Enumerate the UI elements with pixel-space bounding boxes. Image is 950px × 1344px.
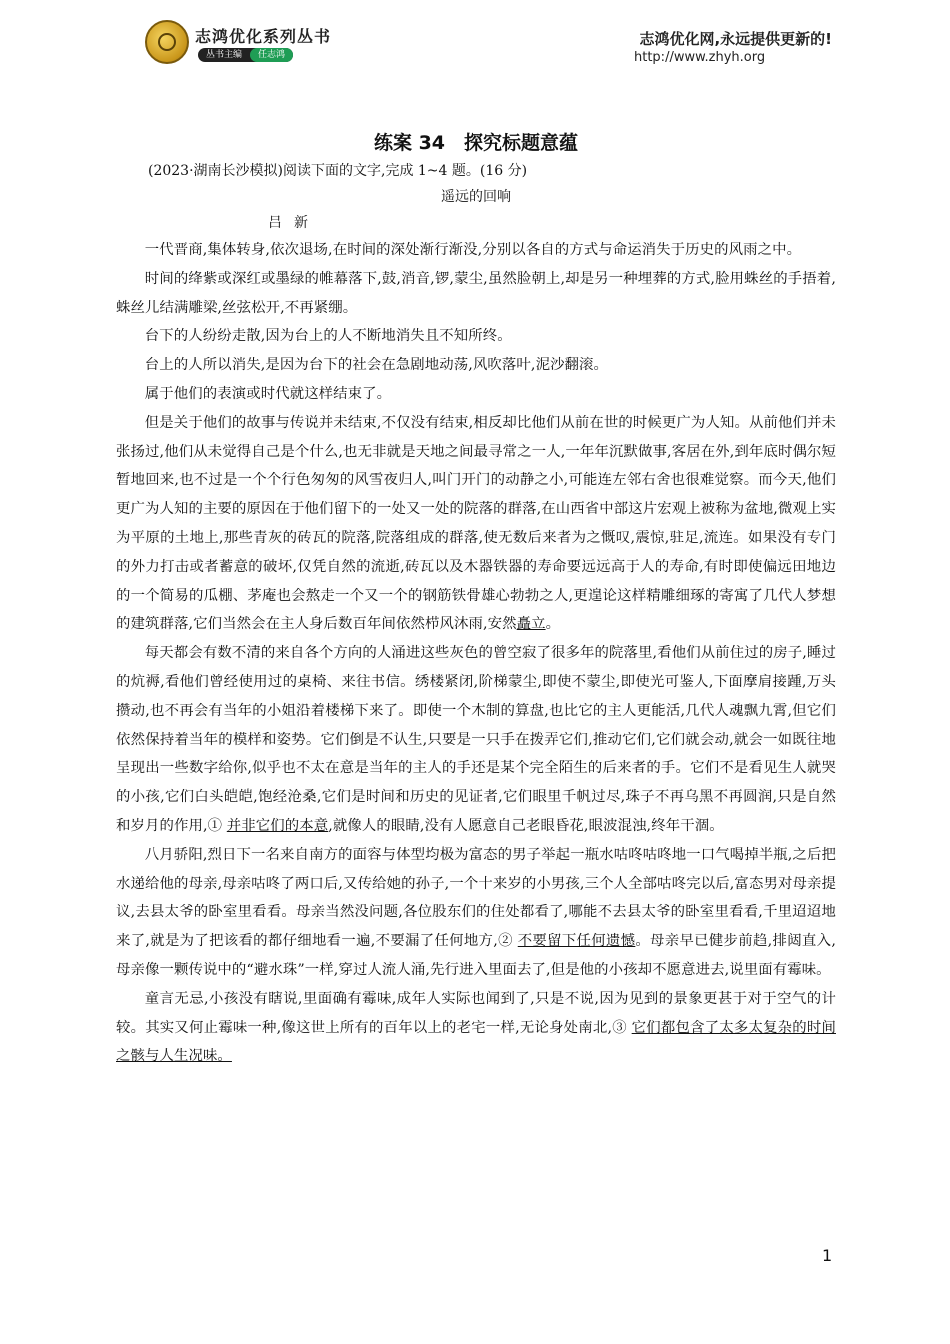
paragraph: 台上的人所以消失,是因为台下的社会在急剧地动荡,风吹落叶,泥沙翻滚。 — [144, 357, 609, 374]
paragraph: 时间的绛紫或深红或墨绿的帷幕落下,鼓,消音,锣,蒙尘,虽然脸朝上,却是另一种埋葬的方式,脸用蛛丝的手捂着,蛛丝儿结满雕梁,丝弦松开,不再紧绷。 — [116, 270, 836, 316]
page-title: 练案 34 探究标题意蕴 — [373, 132, 579, 154]
publisher-logo-icon — [145, 20, 189, 64]
article-author: 吕新 — [268, 215, 320, 231]
paragraph: 一代晋商,集体转身,依次退场,在时间的深处渐行渐没,分别以各自的方式与命运消失于历史的风雨之中。 — [144, 242, 802, 258]
header-url[interactable]: http://www.zhyh.org — [634, 50, 766, 65]
editor-badge — [198, 48, 293, 62]
editor-label: 丛书主编 — [206, 50, 243, 60]
paragraph: 童言无忌,小孩没有瞎说,里面确有霉味,成年人实际也闻到了,只是不说,因为见到的景象更甚于对于空气的计较。其实又何止霉味一种,像这世上所有的百年以上的老宅一样,无论身处南北,③ 它们都包含了太多太复杂的时间之骸与人生况味。 — [116, 990, 836, 1065]
page-number: 1 — [822, 1246, 833, 1265]
underlined-phrase-1: 并非它们的本意 — [226, 817, 329, 834]
paragraph: 八月骄阳,烈日下一名来自南方的面容与体型均极为富态的男子举起一瓶水咕咚咕咚地一口气喝掉半瓶,之后把水递给他的母亲,母亲咕咚了两口后,又传给她的孙子,一个十来岁的小男孩,三个人全部咕咚完以后,富态男对母亲提议,去县太爷的卧室里看看。母亲当然没问题,各位股东们的住处都看了,哪能不去县太爷的卧室里看看,千里迢迢地来了,就是为了把该看的都仔细地看一遍,不要漏了任何地方,② 不要留下任何遗憾。母亲早已健步前趋,排闼直入,母亲像一颗传说中的“避水珠”一样,穿过人流人涌,先行进入里面去了,但是他的小孩却不愿意进去,说里面有霉味。 — [116, 846, 836, 978]
page-header — [0, 0, 950, 80]
paragraph: 台下的人纷纷走散,因为台上的人不断地消失且不知所终。 — [144, 328, 512, 345]
series-title: 志鸿优化系列丛书 — [195, 27, 332, 46]
paragraph: 属于他们的表演或时代就这样结束了。 — [144, 385, 392, 402]
question-intro: (2023·湖南长沙模拟)阅读下面的文字,完成 1~4 题。(16 分) — [148, 163, 528, 179]
paragraph: 每天都会有数不清的来自各个方向的人涌进这些灰色的曾空寂了很多年的院落里,看他们从前住过的房子,睡过的炕褥,看他们曾经使用过的桌椅、来往书信。绣楼紧闭,阶梯蒙尘,即使不蒙尘,即使光可鉴人,下面摩肩接踵,万头攒动,也不再会有当年的小姐沿着楼梯下来了。即使一个木制的算盘,也比它的主人更能活,几代人魂飘九霄,但它们依然保持着当年的模样和姿势。它们倒是不认生,只要是一只手在拨弄它们,推动它们,它们就会动,就会一如既往地呈现出一些数字给你,似乎也不太在意是当年的主人的手还是某个完全陌生的后来者的手。它们不是看见生人就哭的小孩,它们白头皑皑,饱经沧桑,它们是时间和历史的见证者,它们眼里千帆过尽,珠子不再乌黑不再圆润,只是自然和岁月的作用,① 并非它们的本意,就像人的眼睛,没有人愿意自己老眼昏花,眼波混浊,终年干涸。 — [116, 645, 836, 834]
document-body — [116, 126, 836, 1071]
underlined-phrase: 矗立 — [516, 616, 546, 633]
paragraph: 但是关于他们的故事与传说并未结束,不仅没有结束,相反却比他们从前在世的时候更广为人知。从前他们并未张扬过,他们从未觉得自己是个什么,也无非就是天地之间最寻常之一人,一年年沉默做事,客居在外,到年底时偶尔短暂地回来,也不过是一个个行色匆匆的风雪夜归人,叫门开门的动静之小,可能连左邻右舍也很难觉察。而今天,他们更广为人知的主要的原因在于他们留下的一处又一处的院落的群落,在山西省中部这片宏观上被称为盆地,微观上实为平原的土地上,那些青灰的砖瓦的院落,院落组成的群落,使无数后来者为之慨叹,震惊,驻足,流连。如果没有专门的外力打击或者蓄意的破坏,仅凭自然的流逝,砖瓦以及木器铁器的寿命要远远高于人的寿命,有时即使偏远田地边的一个简易的瓜棚、茅庵也会熬走一个又一个的钢筋铁骨雄心勃勃之人,更遑论这样精雕细琢的寄寓了几代人梦想的建筑群落,它们当然会在主人身后数百年间依然栉风沐雨,安然矗立。 — [116, 414, 836, 633]
underlined-phrase-2: 不要留下任何遗憾 — [517, 933, 636, 950]
header-slogan: 志鸿优化网,永远提供更新的! — [639, 30, 832, 48]
article-title: 遥远的回响 — [441, 189, 511, 205]
editor-name: 任志鸿 — [250, 48, 293, 62]
underlined-phrase-3: 它们都包含了太多太复杂的时间之骸与人生况味。 — [116, 1019, 836, 1065]
